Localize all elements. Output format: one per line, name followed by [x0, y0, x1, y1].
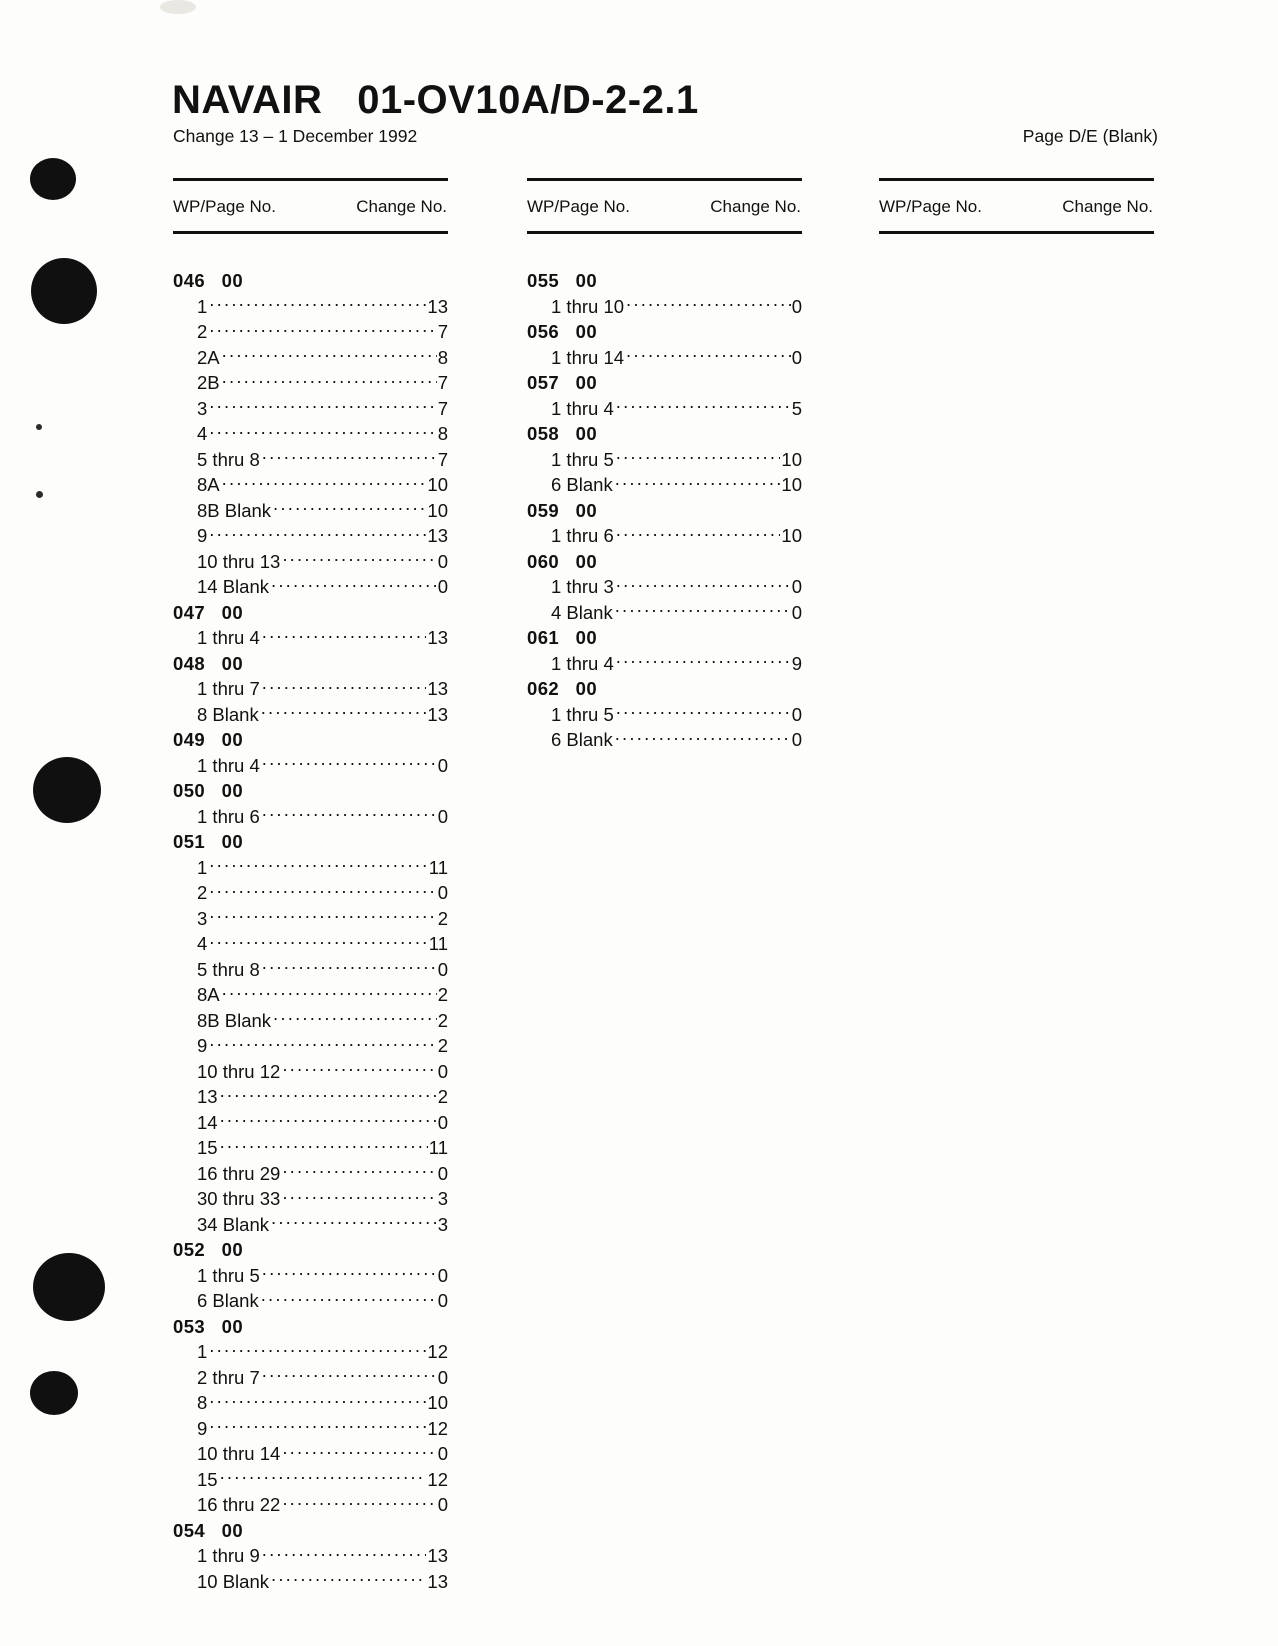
page-range: 8B Blank — [197, 1009, 272, 1031]
wp-number: 055 00 — [527, 270, 598, 291]
page-range: 1 thru 4 — [551, 397, 614, 419]
change-number: 7 — [437, 372, 448, 393]
page-range: 5 thru 8 — [197, 448, 260, 470]
wp-number: 061 00 — [527, 627, 598, 648]
page-range: 8A — [197, 984, 220, 1005]
change-number: 0 — [791, 601, 802, 623]
column-entries — [173, 234, 448, 1594]
listing-row — [173, 1339, 448, 1365]
wp-number: 056 00 — [527, 321, 598, 342]
listing-row — [173, 676, 448, 702]
leader-dots — [282, 1161, 436, 1180]
column-entries — [879, 234, 1154, 268]
page-range: 1 thru 5 — [551, 448, 614, 470]
wp-number: 047 00 — [173, 601, 244, 623]
leader-dots — [222, 371, 437, 390]
listing-row — [173, 1059, 448, 1085]
leader-dots — [222, 983, 437, 1002]
wp-number: 051 00 — [173, 831, 244, 852]
leader-dots — [615, 728, 791, 747]
change-number: 13 — [427, 525, 448, 546]
page-range: 10 Blank — [197, 1570, 269, 1592]
change-number: 2 — [437, 1086, 448, 1107]
listing-row — [173, 880, 448, 906]
page-range: 1 thru 3 — [551, 576, 614, 597]
leader-dots — [261, 702, 427, 721]
listing-row — [173, 294, 448, 320]
header-change-no: Change No. — [710, 197, 801, 216]
change-number: 0 — [437, 1060, 448, 1082]
change-number: 0 — [437, 1162, 448, 1184]
leader-dots — [616, 396, 791, 415]
page-range: 1 thru 5 — [197, 1264, 260, 1286]
change-number: 13 — [427, 1570, 448, 1592]
change-number: 0 — [791, 576, 802, 597]
page-range: 9 — [197, 525, 208, 546]
leader-dots — [220, 1110, 437, 1129]
page-range: 5 thru 8 — [197, 958, 260, 980]
listing-row — [173, 396, 448, 422]
header-change-no: Change No. — [1062, 197, 1153, 216]
page-range: 14 — [197, 1111, 218, 1133]
change-number: 0 — [437, 958, 448, 980]
listing-row — [173, 1033, 448, 1059]
listing-row — [173, 1467, 448, 1493]
change-number: 10 — [781, 474, 802, 495]
page-range: 2A — [197, 346, 220, 368]
page-range: 1 thru 9 — [197, 1545, 260, 1566]
page-range: 2 — [197, 321, 208, 342]
leader-dots — [220, 1085, 437, 1104]
change-number: 2 — [437, 1009, 448, 1031]
listing-row — [173, 549, 448, 575]
leader-dots — [209, 881, 436, 900]
page-range: 9 — [197, 1417, 208, 1439]
header-wp-page-no: WP/Page No. — [879, 197, 982, 216]
wp-number: 049 00 — [173, 729, 244, 750]
binder-hole — [33, 1253, 105, 1321]
page-range: 4 Blank — [551, 601, 613, 623]
listing-row — [173, 1288, 448, 1314]
leader-dots — [282, 1442, 436, 1461]
header-wp-page-no: WP/Page No. — [527, 197, 630, 216]
leader-dots — [262, 1544, 427, 1563]
column-1 — [173, 178, 448, 1594]
listing-row — [173, 625, 448, 651]
page-range: 8A — [197, 474, 220, 495]
page-range: 1 thru 6 — [551, 525, 614, 546]
leader-dots — [616, 447, 781, 466]
listing-row — [173, 1263, 448, 1289]
page-range: 10 thru 13 — [197, 550, 281, 572]
page-range: 3 — [197, 907, 208, 929]
change-number: 12 — [427, 1417, 448, 1439]
listing-row — [173, 1135, 448, 1161]
leader-dots — [209, 1416, 426, 1435]
listing-row — [173, 1008, 448, 1034]
page-range: 16 thru 29 — [197, 1162, 281, 1184]
leader-dots — [209, 320, 436, 339]
leader-dots — [220, 1136, 428, 1155]
binder-hole — [30, 158, 76, 200]
column-entries — [527, 234, 802, 753]
leader-dots — [209, 1034, 436, 1053]
change-number: 13 — [427, 703, 448, 725]
page-range: 8 — [197, 1392, 208, 1413]
page-range: 1 — [197, 856, 208, 878]
binder-hole — [31, 258, 97, 324]
change-number: 12 — [427, 1468, 448, 1490]
change-number: 5 — [791, 397, 802, 419]
listing-row — [527, 600, 802, 626]
leader-dots — [282, 1059, 436, 1078]
leader-dots — [222, 473, 427, 492]
page-range: 13 — [197, 1086, 218, 1107]
change-number: 13 — [427, 295, 448, 317]
listing-row — [173, 523, 448, 549]
change-number: 0 — [437, 1264, 448, 1286]
leader-dots — [615, 600, 791, 619]
change-number: 11 — [428, 856, 448, 878]
leader-dots — [262, 447, 437, 466]
page-range: 2 thru 7 — [197, 1366, 260, 1388]
page-range: 30 thru 33 — [197, 1188, 281, 1209]
change-number: 0 — [791, 729, 802, 750]
scan-speck — [36, 424, 42, 430]
change-number: 0 — [437, 1494, 448, 1515]
column-2 — [527, 178, 802, 753]
change-number: 13 — [427, 627, 448, 648]
listing-row — [173, 421, 448, 447]
page-range: 1 thru 5 — [551, 703, 614, 725]
leader-dots — [262, 677, 427, 696]
page-range: 16 thru 22 — [197, 1494, 281, 1515]
listing-row — [173, 1543, 448, 1569]
scan-smudge — [160, 0, 196, 14]
leader-dots — [209, 396, 436, 415]
change-number: 2 — [437, 907, 448, 929]
listing-row — [527, 294, 802, 320]
page-range: 10 thru 12 — [197, 1060, 281, 1082]
page-range: 1 — [197, 1341, 208, 1362]
page-range: 1 thru 14 — [551, 346, 625, 368]
scan-speck — [36, 491, 43, 498]
header-wp-page-no: WP/Page No. — [173, 197, 276, 216]
listing-row — [173, 1084, 448, 1110]
change-number: 0 — [437, 1290, 448, 1311]
page-range: 15 — [197, 1468, 218, 1490]
wp-number: 050 00 — [173, 780, 244, 801]
listing-row — [173, 1161, 448, 1187]
column-header — [173, 181, 448, 231]
listing-row — [527, 702, 802, 728]
change-number: 0 — [437, 1111, 448, 1133]
change-number: 0 — [437, 576, 448, 597]
leader-dots — [209, 294, 426, 313]
wp-number: 048 00 — [173, 652, 244, 674]
listing-row — [173, 498, 448, 524]
wp-number: 046 00 — [173, 270, 244, 291]
listing-row — [527, 651, 802, 677]
listing-row — [173, 931, 448, 957]
leader-dots — [262, 804, 437, 823]
leader-dots — [616, 524, 781, 543]
leader-dots — [616, 702, 791, 721]
page-range: 34 Blank — [197, 1213, 269, 1235]
listing-row — [173, 1416, 448, 1442]
page-range: 14 Blank — [197, 576, 269, 597]
change-number: 11 — [428, 1137, 448, 1158]
listing-row — [173, 1569, 448, 1595]
header-change-no: Change No. — [356, 197, 447, 216]
wp-number: 053 00 — [173, 1315, 244, 1337]
change-number: 0 — [437, 754, 448, 776]
leader-dots — [262, 626, 427, 645]
wp-number: 059 00 — [527, 499, 598, 521]
change-number: 0 — [791, 295, 802, 317]
listing-row — [173, 1390, 448, 1416]
leader-dots — [220, 1467, 427, 1486]
leader-dots — [626, 345, 791, 364]
page-range: 6 Blank — [551, 729, 613, 750]
leader-dots — [271, 1569, 426, 1588]
change-number: 3 — [437, 1188, 448, 1209]
leader-dots — [209, 1391, 426, 1410]
change-number: 12 — [427, 1341, 448, 1362]
page-range: 6 Blank — [197, 1290, 259, 1311]
change-number: 11 — [428, 933, 448, 954]
leader-dots — [273, 1008, 437, 1027]
change-number: 8 — [437, 423, 448, 444]
leader-dots — [209, 855, 427, 874]
change-number: 7 — [437, 321, 448, 342]
listing-row — [173, 370, 448, 396]
page-range: 1 thru 6 — [197, 805, 260, 827]
page-range: 1 — [197, 295, 208, 317]
column-header — [527, 181, 802, 231]
page-range: 2B — [197, 372, 220, 393]
listing-row — [527, 396, 802, 422]
listing-row — [173, 1441, 448, 1467]
leader-dots — [626, 294, 791, 313]
listing-row — [173, 1365, 448, 1391]
change-number: 10 — [781, 448, 802, 470]
leader-dots — [209, 422, 436, 441]
change-number: 10 — [427, 1392, 448, 1413]
page-range: 10 thru 14 — [197, 1443, 281, 1464]
change-number: 0 — [791, 346, 802, 368]
wp-number: 054 00 — [173, 1519, 244, 1541]
leader-dots — [262, 1263, 437, 1282]
leader-dots — [616, 575, 791, 594]
listing-row — [173, 447, 448, 473]
listing-row — [173, 1110, 448, 1136]
page-range: 4 — [197, 423, 208, 444]
leader-dots — [209, 524, 426, 543]
page-range: 4 — [197, 933, 208, 954]
wp-number: 062 00 — [527, 678, 598, 699]
listing-row — [527, 447, 802, 473]
listing-row — [173, 804, 448, 830]
page-range: 1 thru 4 — [197, 754, 260, 776]
page-range: 3 — [197, 397, 208, 419]
listing-row — [173, 1186, 448, 1212]
page-range: 15 — [197, 1137, 218, 1158]
change-number: 3 — [437, 1213, 448, 1235]
change-number: 7 — [437, 397, 448, 419]
leader-dots — [615, 473, 781, 492]
change-number: 0 — [791, 703, 802, 725]
change-number: 10 — [427, 499, 448, 521]
listing-row — [527, 523, 802, 549]
leader-dots — [262, 753, 437, 772]
column-header — [879, 181, 1154, 231]
change-number: 8 — [437, 346, 448, 368]
page-label: Page D/E (Blank) — [1022, 126, 1158, 146]
listing-row — [173, 1212, 448, 1238]
leader-dots — [271, 1212, 437, 1231]
page-range: 1 thru 7 — [197, 678, 260, 699]
change-number: 2 — [437, 984, 448, 1005]
page-range: 1 thru 10 — [551, 295, 625, 317]
wp-number: 058 00 — [527, 423, 598, 444]
change-number: 2 — [437, 1035, 448, 1056]
listing-row — [173, 957, 448, 983]
listing-row — [173, 472, 448, 498]
wp-number: 052 00 — [173, 1239, 244, 1260]
leader-dots — [209, 906, 436, 925]
change-number: 0 — [437, 1366, 448, 1388]
listing-row — [173, 319, 448, 345]
column-3 — [879, 178, 1154, 268]
leader-dots — [616, 651, 791, 670]
page-title: NAVAIR 01-OV10A/D-2-2.1 — [172, 78, 699, 122]
listing-row — [173, 753, 448, 779]
listing-row — [173, 702, 448, 728]
listing-row — [173, 1492, 448, 1518]
change-number: 10 — [781, 525, 802, 546]
listing-row — [527, 574, 802, 600]
listing-row — [527, 727, 802, 753]
listing-row — [173, 906, 448, 932]
leader-dots — [261, 1289, 437, 1308]
change-number: 0 — [437, 1443, 448, 1464]
change-number: 0 — [437, 805, 448, 827]
change-number: 13 — [427, 1545, 448, 1566]
page-range: 1 thru 4 — [197, 627, 260, 648]
leader-dots — [262, 1365, 437, 1384]
listing-row — [173, 855, 448, 881]
listing-row — [527, 345, 802, 371]
leader-dots — [282, 1187, 436, 1206]
leader-dots — [282, 1493, 436, 1512]
change-number: 0 — [437, 882, 448, 903]
page-range: 8 Blank — [197, 703, 259, 725]
listing-row — [527, 472, 802, 498]
binder-hole — [30, 1371, 78, 1415]
leader-dots — [209, 1340, 426, 1359]
listing-row — [173, 345, 448, 371]
change-date-line: Change 13 – 1 December 1992 — [173, 126, 418, 146]
change-number: 13 — [427, 678, 448, 699]
wp-number: 057 00 — [527, 372, 598, 393]
page-range: 9 — [197, 1035, 208, 1056]
leader-dots — [222, 345, 437, 364]
page-range: 2 — [197, 882, 208, 903]
wp-number: 060 00 — [527, 550, 598, 572]
change-number: 0 — [437, 550, 448, 572]
listing-row — [173, 574, 448, 600]
change-number: 9 — [791, 652, 802, 674]
page-range: 1 thru 4 — [551, 652, 614, 674]
binder-hole — [33, 757, 101, 823]
leader-dots — [282, 549, 436, 568]
page-range: 6 Blank — [551, 474, 613, 495]
leader-dots — [271, 575, 437, 594]
change-number: 7 — [437, 448, 448, 470]
listing-row — [173, 982, 448, 1008]
leader-dots — [273, 498, 426, 517]
change-number: 10 — [427, 474, 448, 495]
page-range: 8B Blank — [197, 499, 272, 521]
leader-dots — [262, 957, 437, 976]
leader-dots — [209, 932, 427, 951]
